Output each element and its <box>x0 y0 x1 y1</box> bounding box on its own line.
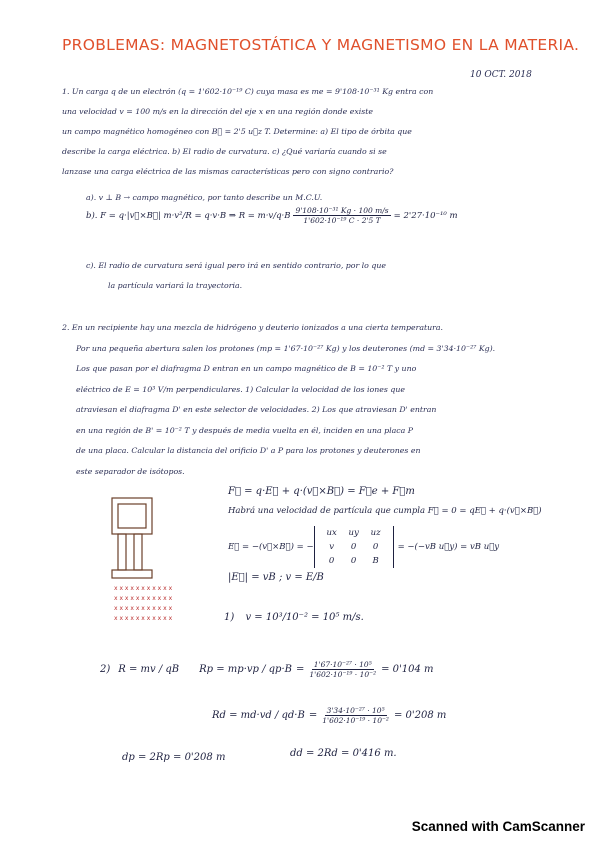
dp-result: dp = 2Rp = 0'208 m <box>122 752 226 763</box>
svg-text:x x x x x x x x x x x: x x x x x x x x x x x <box>114 605 173 612</box>
problem-1-answer-c <box>86 256 386 296</box>
rd-lhs: Rd = md·vd / qd·B <box>212 710 305 721</box>
problem-1-line: describe la carga eléctrica. b) El radio de curvatura. c) ¿Qué variaría cuando si se <box>62 147 387 156</box>
problem-1-line: un campo magnético homogéneo con B⃗ = 2'5 u⃗z T. Determine: a) El tipo de órbita que <box>62 127 412 136</box>
problem-1-line: lanzase una carga eléctrica de las mismas características pero con signo contrario? <box>62 167 394 176</box>
e-vector-equation <box>228 526 499 568</box>
scanner-watermark: Scanned with CamScanner <box>411 819 585 834</box>
rd-denominator: 1'602·10⁻¹⁹ · 10⁻² <box>322 716 389 725</box>
problem-2-line: Los que pasan por el diafragma D entran en un campo magnético de B = 10⁻² T y uno <box>76 364 417 373</box>
part-2-rd: Rd = md·vd / qd·B = $\frac{\text{3'34·10⁻²⁷ · 10⁵}}{\text{1'602·10⁻¹⁹ · 10⁻²}}$ = 0'208 m <box>212 706 447 725</box>
problem-1-line: 1. Un carga q de un electrón (q = 1'602·10⁻¹⁹ C) cuya masa es me = 9'108·10⁻³¹ Kg entra con <box>62 87 434 96</box>
answer-b-denominator: 1'602·10⁻¹⁹ C · 2'5 T <box>303 216 381 225</box>
force-equation: F⃗ = q·E⃗ + q·(v⃗×B⃗) = F⃗e + F⃗m <box>228 486 415 497</box>
rd-result: = 0'208 m <box>393 710 447 721</box>
problem-2-line: en una región de B' = 10⁻² T y después de media vuelta en él, inciden en una placa P <box>76 425 413 435</box>
part-1-answer <box>224 612 364 623</box>
part-1-value: v = 10³/10⁻² = 10⁵ m/s. <box>245 612 364 623</box>
magnetic-field-x-marks <box>114 585 173 622</box>
dd-result: dd = 2Rd = 0'416 m. <box>290 748 397 759</box>
matrix-cell: ux <box>326 528 337 538</box>
answer-c-line: c). El radio de curvatura será igual pero irá en sentido contrario, por lo que <box>86 261 386 270</box>
matrix-cell: 0 <box>350 542 357 552</box>
problem-2-line: este separador de isótopos. <box>76 466 185 476</box>
problem-2-line: 2. En un recipiente hay una mezcla de hidrógeno y deuterio ionizados a una cierta temperatura. <box>62 323 443 332</box>
problem-2-line: eléctrico de E = 10³ V/m perpendiculares. 1) Calcular la velocidad de los iones que <box>76 384 405 394</box>
page-title: PROBLEMAS: MAGNETOSTÁTICA Y MAGNETISMO EN LA MATERIA. <box>62 36 580 54</box>
rp-fraction <box>307 660 378 679</box>
radius-formula: R = mv / qB <box>118 664 180 675</box>
date-label: 10 OCT. 2018 <box>470 70 532 80</box>
problem-2-line: Por una pequeña abertura salen los protones (mp = 1'67·10⁻²⁷ Kg) y los deuterones (md = 3'34·10⁻²⁷ Kg). <box>76 343 496 353</box>
svg-text:x x x x x x x x x x x: x x x x x x x x x x x <box>114 595 173 602</box>
answer-b-fraction <box>293 206 390 225</box>
channel-right <box>134 534 142 570</box>
answer-b-lhs: b). F = q·|v⃗×B⃗| m·v²/R = q·v·B ⇒ R = m·v/q·B <box>86 210 291 221</box>
matrix-cell: B <box>372 556 379 566</box>
e-vector-result: = −(−vB u⃗y) = vB u⃗y <box>397 542 500 552</box>
problem-2-line: de una placa. Calcular la distancia del orificio D' a P para los protones y deuterones en <box>76 446 421 455</box>
selector-inner-box <box>118 504 146 528</box>
matrix-cell: v <box>329 542 335 552</box>
problem-1-line: una velocidad v = 100 m/s en la dirección del eje x en una región donde existe <box>62 107 374 116</box>
matrix-cell: uz <box>370 528 381 538</box>
rp-result: = 0'104 m <box>381 664 434 675</box>
problem-2-statement <box>62 318 495 482</box>
problem-1-answer-b <box>86 206 458 225</box>
e-magnitude: |E⃗| = vB ; v = E/B <box>228 572 324 583</box>
rd-numerator: 3'34·10⁻²⁷ · 10⁵ <box>326 706 385 715</box>
matrix-cell: uy <box>348 528 359 538</box>
answer-b-numerator: 9'108·10⁻³¹ Kg · 100 m/s <box>295 206 389 215</box>
rp-numerator: 1'67·10⁻²⁷ · 10⁵ <box>313 660 372 669</box>
velocity-selector-sketch <box>104 494 204 624</box>
e-vector-lhs: E⃗ = −(v⃗×B⃗) = − <box>228 542 314 552</box>
channel-left <box>118 534 126 570</box>
rp-lhs: Rp = mp·vp / qp·B <box>199 664 292 675</box>
matrix-cell: 0 <box>372 542 379 552</box>
cross-product-matrix <box>314 526 394 568</box>
part-1-label: 1) <box>224 612 235 623</box>
part-2-label: 2) <box>100 664 111 675</box>
matrix-cell: 0 <box>350 556 357 566</box>
answer-b-result: = 2'27·10⁻¹⁰ m <box>393 210 458 221</box>
answer-c-line: la partícula variará la trayectoria. <box>108 281 243 290</box>
part-2-rp: 2) R = mv / qB Rp = mp·vp / qp·B = $\frac{\text{1'67·10⁻²⁷ · 10⁵}}{\text{1'602·10⁻¹⁹ · 10⁻²}}$ = 0'104 m <box>100 660 434 679</box>
matrix-cell: 0 <box>328 556 335 566</box>
problem-1-statement <box>62 82 433 182</box>
diaphragm-plate <box>112 570 152 578</box>
rp-denominator: 1'602·10⁻¹⁹ · 10⁻² <box>309 670 377 679</box>
problem-1-answer-a: a). v ⊥ B → campo magnético, por tanto describe un M.C.U. <box>86 193 323 202</box>
condition-text: Habrá una velocidad de partícula que cumpla F⃗ = 0 = qE⃗ + q·(v⃗×B⃗) <box>228 506 542 516</box>
svg-text:x x x x x x x x x x x: x x x x x x x x x x x <box>114 585 173 592</box>
problem-2-line: atraviesan el diafragma D' en este selector de velocidades. 2) Los que atraviesan D' entran <box>76 405 437 414</box>
rd-fraction <box>320 706 391 725</box>
svg-text:x x x x x x x x x x x: x x x x x x x x x x x <box>114 615 173 622</box>
